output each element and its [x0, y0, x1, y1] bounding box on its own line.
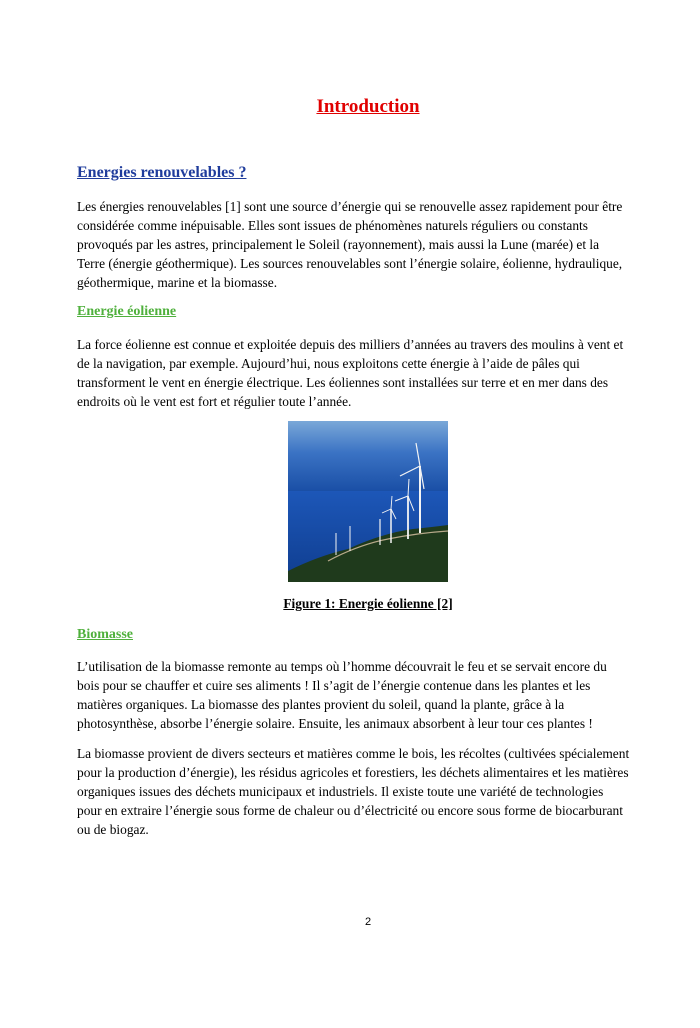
text-line: considérée comme inépuisable. Elles sont issues de phénomènes naturels réguliers ou constants: [77, 218, 588, 233]
paragraph-biomass-2: [77, 744, 659, 839]
paragraph-renewables: [77, 197, 659, 292]
text-line: La force éolienne est connue et exploitée depuis des milliers d’années au travers des moulins à vent et: [77, 337, 624, 352]
page-number: 2: [364, 916, 372, 928]
text-line: photosynthèse, absorbe l’énergie solaire. Ensuite, les animaux absorbent à leur tour ces plantes !: [77, 716, 593, 731]
text-line: provoqués par les astres, principalement le Soleil (rayonnement), mais aussi la Lune (marée) et la: [77, 237, 600, 252]
section-heading-biomass: Biomasse: [77, 627, 133, 642]
text-line: La biomasse provient de divers secteurs et matières comme le bois, les récoltes (cultivées spécialement: [77, 746, 630, 761]
text-line: ou de biogaz.: [77, 822, 149, 837]
text-line: géothermique, marine et la biomasse.: [77, 275, 278, 290]
figure-caption: Figure 1: Energie éolienne [2]: [283, 596, 453, 611]
text-line: de la navigation, par exemple. Aujourd’hui, nous exploitons cette énergie à l’aide de pâles qui: [77, 356, 580, 371]
section-heading-renewables: Energies renouvelables ?: [77, 164, 247, 181]
text-line: endroits où le vent est fort et régulier toute l’année.: [77, 394, 352, 409]
wind-turbines-image: [288, 421, 448, 582]
section-heading-wind: Energie éolienne: [77, 304, 177, 319]
text-line: organiques issues des déchets municipaux et industriels. Il existe toute une variété de technologies: [77, 784, 604, 799]
text-line: bois pour se chauffer et cuire ses aliments ! Il s’agit de l’énergie contenue dans les plantes et les: [77, 678, 591, 693]
paragraph-biomass-1: [77, 657, 659, 733]
text-line: pour la production d’énergie), les résidus agricoles et forestiers, les déchets alimentaires et les matières: [77, 765, 629, 780]
text-line: Les énergies renouvelables [1] sont une source d’énergie qui se renouvelle assez rapidement pour être: [77, 199, 623, 214]
text-line: L’utilisation de la biomasse remonte au temps où l’homme découvrait le feu et se servait encore du: [77, 659, 607, 674]
text-line: pour en extraire l’énergie sous forme de chaleur ou d’électricité ou encore sous forme de biocarburant: [77, 803, 623, 818]
text-line: matières organiques. La biomasse des plantes provient du soleil, quand la plante, grâce à la: [77, 697, 565, 712]
text-line: Terre (énergie géothermique). Les sources renouvelables sont l’énergie solaire, éolienne, hydraulique,: [77, 256, 623, 271]
page-title: Introduction: [316, 96, 420, 117]
text-line: transforment le vent en énergie électrique. Les éoliennes sont installées sur terre et en mer dans des: [77, 375, 609, 390]
paragraph-wind: [77, 335, 659, 411]
